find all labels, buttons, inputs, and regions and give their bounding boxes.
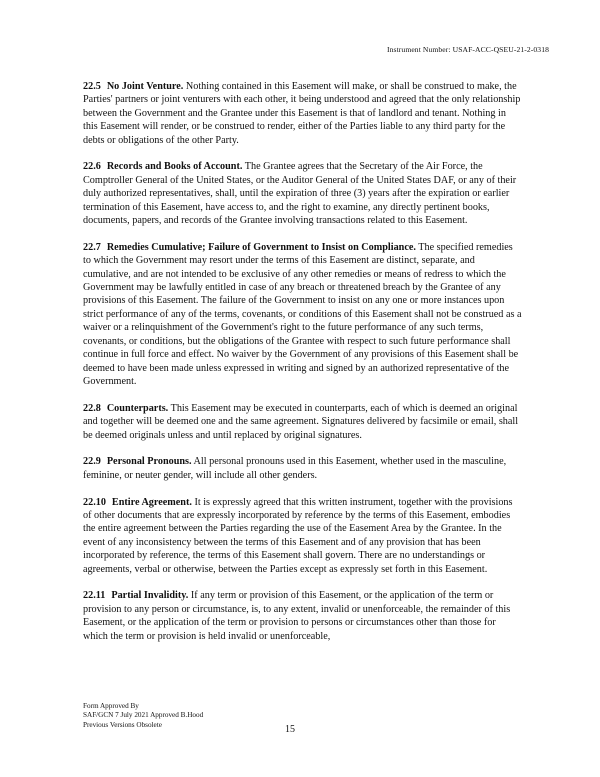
footer-line: SAF/GCN 7 July 2021 Approved B.Hood — [83, 711, 204, 720]
section-22-9 — [83, 455, 523, 482]
section-heading: Partial Invalidity. — [111, 590, 189, 602]
form-approval-footer — [83, 702, 203, 730]
section-22-10 — [83, 496, 523, 576]
section-heading: Personal Pronouns. — [106, 456, 192, 468]
section-number: 22.7 — [83, 241, 101, 253]
section-number: 22.11 — [83, 590, 106, 602]
section-heading: Records and Books of Account. — [106, 161, 243, 173]
section-heading: No Joint Venture. — [106, 81, 184, 92]
section-22-5 — [83, 80, 523, 147]
section-heading: Counterparts. — [106, 402, 169, 414]
section-number: 22.6 — [83, 161, 101, 173]
footer-line: Form Approved By — [83, 702, 139, 710]
section-body: The Grantee agrees that the Secretary of the Air Force, the Comptroller General of the United States, or the Auditor General of the United States DAF, or any of their duly authorized representatives, shall, until the expiration of three (3) years after the expiration or earlier termination of this Easement, have access to, and the right to examine, any directly pertinent books, documents, papers, and records of the Grantee involving transactions related to this Easement. — [83, 161, 517, 227]
section-22-7 — [83, 241, 523, 388]
section-22-6 — [83, 160, 523, 227]
section-body: The specified remedies to which the Government may resort under the terms of this Easement are distinct, separate, and cumulative, and are not intended to be exclusive of any other remedies or means of redress to which the Government may be lawfully entitled in case of any breach or threatened breach by the Grantee of any provisions of this Easement. The failure of the Government to insist on any one or more instances upon strict performance of any of the terms, covenants, or conditions of this Easement shall not be construed as a waiver or a relinquishment of the Government's right to the future performance of any such terms, covenants, or conditions, but the obligations of the Grantee with respect to such future performance shall continue in full force and effect. No waiver by the Government of any provisions of this Easement shall be deemed to have been made unless expressed in writing and signed by an authorized representative of the Government. — [83, 241, 522, 387]
section-heading: Entire Agreement. — [111, 496, 192, 508]
section-body: If any term or provision of this Easement, or the application of the term or provision to any person or circumstance, is, to any extent, invalid or unenforceable, the remainder of this Easement, or the application of the term or provision to persons or circumstances other than those for which the term or provision is held invalid or unenforceable, — [83, 590, 511, 642]
section-number: 22.8 — [83, 402, 101, 414]
page-number: 15 — [285, 724, 295, 735]
section-number: 22.9 — [83, 456, 101, 468]
section-body: This Easement may be executed in counterparts, each of which is deemed an original and together will be deemed one and the same agreement. Signatures delivered by facsimile or email, shall be deemed originals unless and until replaced by original signatures. — [83, 402, 519, 441]
section-body: All personal pronouns used in this Easement, whether used in the masculine, feminine, or neuter gender, will include all other genders. — [83, 456, 507, 481]
section-number: 22.5 — [83, 81, 101, 92]
section-22-8 — [83, 402, 523, 442]
section-number: 22.10 — [83, 496, 106, 508]
section-22-11 — [83, 589, 523, 643]
instrument-number: Instrument Number: USAF-ACC-QSEU-21-2-0318 — [387, 45, 549, 54]
section-heading: Remedies Cumulative; Failure of Government to Insist on Compliance. — [106, 241, 416, 253]
section-body: Nothing contained in this Easement will make, or shall be construed to make, the Parties' partners or joint venturers with each other, it being understood and agreed that the only relationship between the Government and the Grantee under this Easement is that of landlord and tenant. Nothing in this Easement will render, or be construed to render, either of the Parties liable to any third party for the debts or obligations of the other Party. — [83, 81, 521, 146]
footer-line: Previous Versions Obsolete — [83, 720, 162, 729]
document-body — [83, 80, 523, 656]
section-body: It is expressly agreed that this written instrument, together with the provisions of other documents that are expressly incorporated by reference by the terms of this Easement, embodies the entire agreement between the Parties regarding the use of the Easement Area by the Grantee. In the event of any inconsistency between the terms of this Easement and of any provision that has been incorporated by reference, the terms of this Easement shall govern. There are no understandings or agreements, verbal or otherwise, between the Parties except as expressly set forth in this Easement. — [83, 496, 513, 575]
